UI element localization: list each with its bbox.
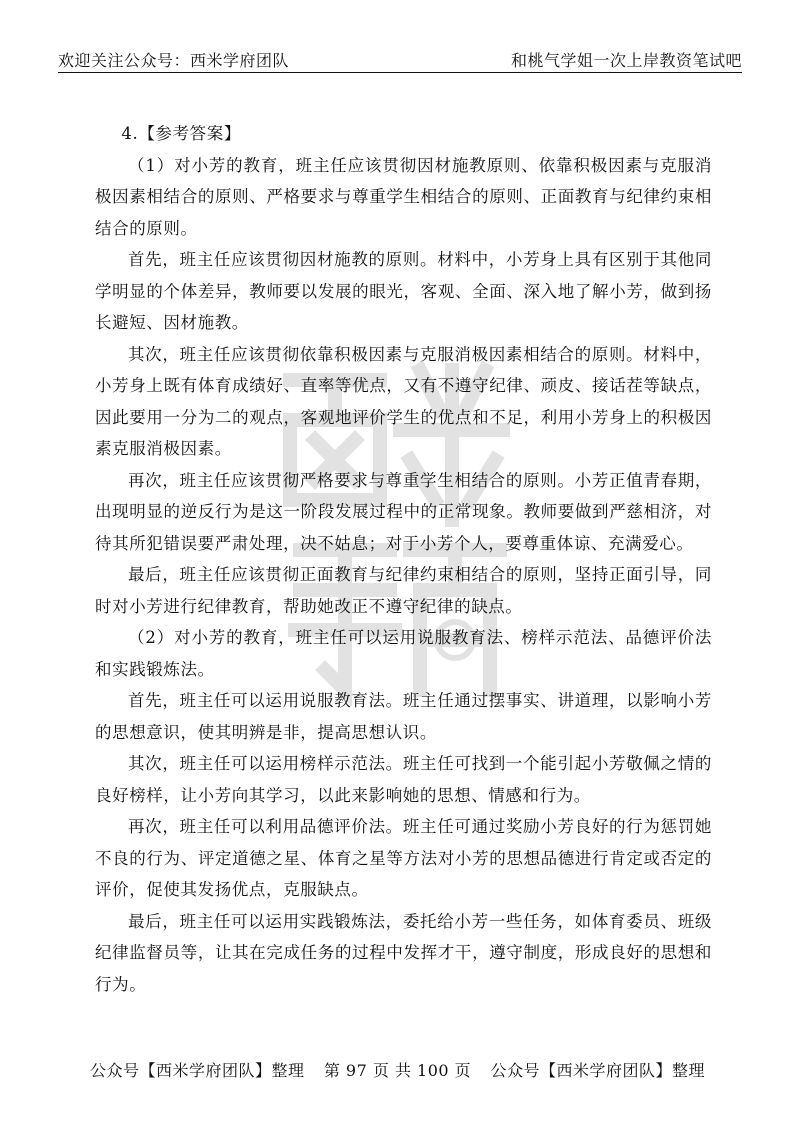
header-right-text: 和桃气学姐一次上岸教资笔试吧 <box>510 50 742 70</box>
header-left-text: 欢迎关注公众号：西米学府团队 <box>58 50 290 70</box>
paragraph: 首先，班主任应该贯彻因材施教的原则。材料中，小芳身上具有区别于其他同学明显的个体差异，教师要以发展的眼光，客观、全面、深入地了解小芳，做到扬长避短、因材施教。 <box>95 250 712 332</box>
answer-heading: 4.【参考答案】 <box>121 124 241 143</box>
paragraph: 其次，班主任应该贯彻依靠积极因素与克服消极因素相结合的原则。材料中，小芳身上既有体育成绩好、直率等优点，又有不遵守纪律、顽皮、接话茬等缺点，因此要用一分为二的观点，客观地评价学生的优点和不足，利用小芳身上的积极因素克服消极因素。 <box>95 344 712 458</box>
paragraph: （2）对小芳的教育，班主任可以运用说服教育法、榜样示范法、品德评价法和实践锻炼法。 <box>95 628 712 679</box>
paragraph: 首先，班主任可以运用说服教育法。班主任通过摆事实、讲道理，以影响小芳的思想意识，使其明辨是非，提高思想认识。 <box>95 691 712 742</box>
answer-content <box>95 118 712 1000</box>
paragraph: 最后，班主任应该贯彻正面教育与纪律约束相结合的原则，坚持正面引导，同时对小芳进行纪律教育，帮助她改正不遵守纪律的缺点。 <box>95 565 712 616</box>
paragraph: 其次，班主任可以运用榜样示范法。班主任可找到一个能引起小芳敬佩之情的良好榜样，让小芳向其学习，以此来影响她的思想、情感和行为。 <box>95 754 712 805</box>
header-divider <box>58 72 742 73</box>
paragraph: 再次，班主任应该贯彻严格要求与尊重学生相结合的原则。小芳正值青春期，出现明显的逆反行为是这一阶段发展过程中的正常现象。教师要做到严慈相济，对待其所犯错误要严肃处理，决不姑息；对于小芳个人，要尊重体谅、充满爱心。 <box>95 470 712 553</box>
page-footer <box>90 1054 705 1084</box>
footer-right-text: 公众号【西米学府团队】整理 <box>490 1060 705 1080</box>
paragraph: 最后，班主任可以运用实践锻炼法，委托给小芳一些任务，如体育委员、班级纪律监督员等，让其在完成任务的过程中发挥才干，遵守制度，形成良好的思想和行为。 <box>95 911 712 994</box>
paragraph: （1）对小芳的教育，班主任应该贯彻因材施教原则、依靠积极因素与克服消极因素相结合的原则、严格要求与尊重学生相结合的原则、正面教育与纪律约束相结合的原则。 <box>95 155 712 238</box>
page-header <box>58 44 742 74</box>
paragraph: 再次，班主任可以利用品德评价法。班主任可通过奖励小芳良好的行为惩罚她不良的行为、评定道德之星、体育之星等方法对小芳的思想品德进行肯定或否定的评价，促使其发扬优点，克服缺点。 <box>95 817 712 899</box>
page-number: 第 97 页 共 100 页 <box>323 1060 472 1080</box>
footer-left-text: 公众号【西米学府团队】整理 <box>90 1060 305 1080</box>
